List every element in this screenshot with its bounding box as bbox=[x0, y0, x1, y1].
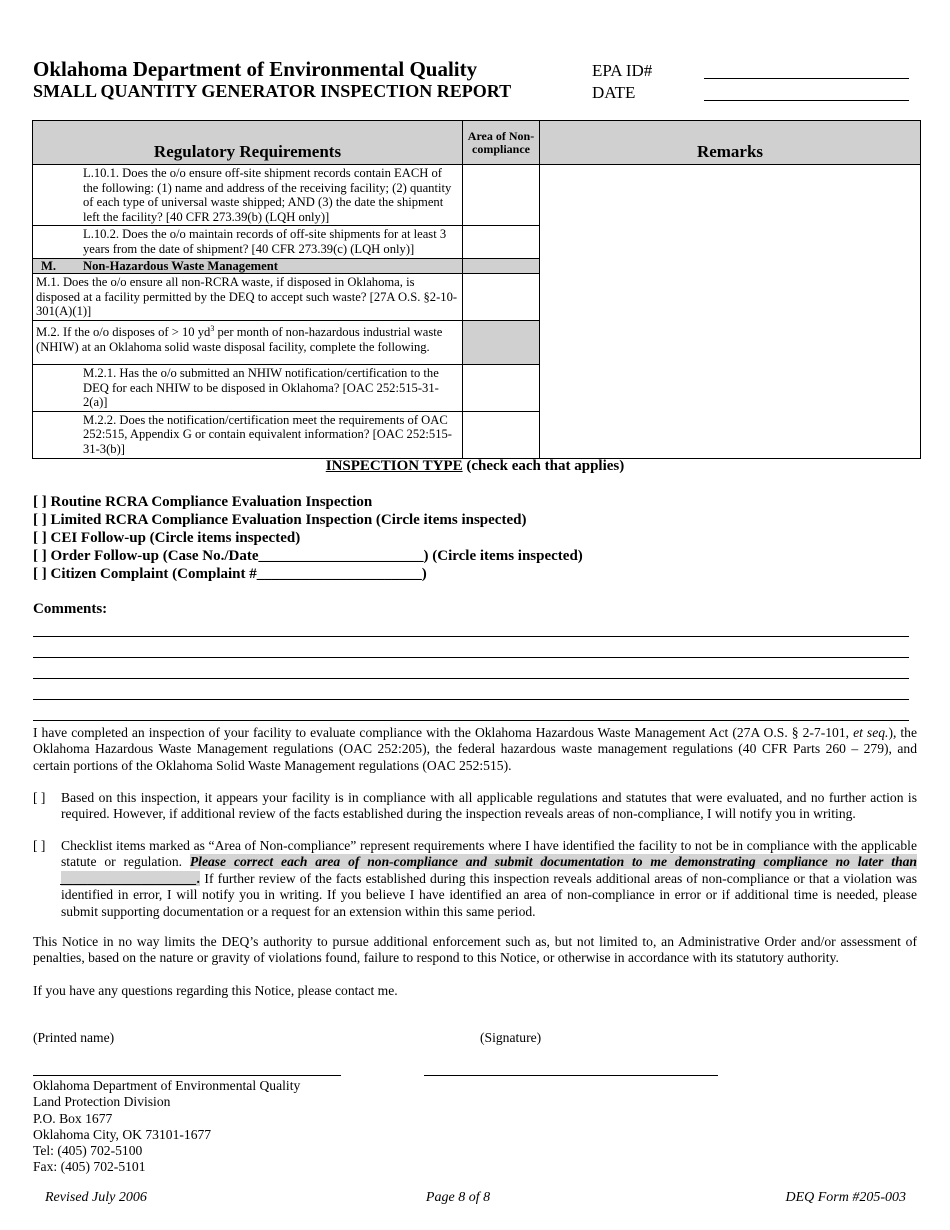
inspection-option[interactable]: [ ] CEI Follow-up (Circle items inspected) bbox=[33, 530, 301, 546]
inspection-statement: I have completed an inspection of your facility to evaluate compliance with the Oklahoma Hazardous Waste Management Act (27A O.S. § 2-7-101, et seq.), the Oklahoma Hazardous Waste Management regulations (OAC 252:205), the federal hazardous waste management regulations (40 CFR Parts 260 – 279), and certain portions of the Oklahoma Solid Waste Management regulations (OAC 252:515). bbox=[33, 725, 918, 773]
deadline-highlight: Please correct each area of non-compliance and submit documentation to me demonstrating compliance no later than ____________________. bbox=[61, 854, 917, 886]
noncompliance-checkbox[interactable]: [ ] bbox=[33, 838, 46, 853]
requirement-text: M.1. Does the o/o ensure all non-RCRA waste, if disposed in Oklahoma, is disposed at a facility permitted by the DEQ to accept such waste? [27A O.S. §2-10-301(A)(1)] bbox=[33, 274, 463, 321]
noncompliance-cell[interactable] bbox=[463, 364, 540, 411]
noncompliance-cell[interactable] bbox=[463, 411, 540, 458]
comment-line[interactable] bbox=[33, 720, 909, 721]
questions-text: If you have any questions regarding this Notice, please contact me. bbox=[33, 983, 398, 998]
noncompliance-cell[interactable] bbox=[463, 274, 540, 321]
noncompliance-cell[interactable] bbox=[463, 165, 540, 226]
form-subtitle: SMALL QUANTITY GENERATOR INSPECTION REPORT bbox=[33, 81, 512, 101]
remarks-cell[interactable] bbox=[540, 165, 921, 459]
inspection-option[interactable]: [ ] Limited RCRA Compliance Evaluation Inspection (Circle items inspected) bbox=[33, 512, 527, 528]
comment-line[interactable] bbox=[33, 657, 909, 658]
col-area-header: Area of Non-compliance bbox=[463, 121, 540, 165]
agency-address: Oklahoma Department of Environmental Quality Land Protection Division P.O. Box 1677 Oklahoma City, OK 73101-1677 Tel: (405) 702-5100 Fax: (405) 702-5101 bbox=[33, 1078, 301, 1175]
comment-line[interactable] bbox=[33, 636, 909, 637]
date-field[interactable] bbox=[704, 85, 909, 101]
comments-label: Comments: bbox=[33, 601, 108, 617]
requirement-text: M.2.2. Does the notification/certification meet the requirements of OAC 252:515, Appendix G or contain equivalent information? [OAC 252:515-31-3(b)] bbox=[33, 411, 463, 458]
page-number: Page 8 of 8 bbox=[425, 1190, 491, 1205]
comment-line[interactable] bbox=[33, 699, 909, 700]
section-title: Non-Hazardous Waste Management bbox=[83, 258, 278, 273]
section-area-cell bbox=[463, 258, 540, 274]
table-header-row bbox=[33, 121, 921, 165]
col-requirements-header: Regulatory Requirements bbox=[33, 121, 463, 165]
inspection-type-title: INSPECTION TYPE (check each that applies) bbox=[325, 458, 625, 474]
epa-id-field[interactable] bbox=[704, 63, 909, 79]
form-number: DEQ Form #205-003 bbox=[785, 1190, 906, 1205]
noncompliance-cell-disabled bbox=[463, 320, 540, 364]
requirements-table bbox=[32, 120, 921, 459]
notice-text: This Notice in no way limits the DEQ’s authority to pursue additional enforcement such as, but not limited to, an Administrative Order and/or assessment of penalties, based on the nature or gravity of violations found, failure to respond to this Notice, or otherwise in accordance with its statutory authority. bbox=[33, 934, 917, 966]
comment-line[interactable] bbox=[33, 678, 909, 679]
requirement-text: L.10.1. Does the o/o ensure off-site shipment records contain EACH of the following: (1) name and address of the receiving facility; (2) quantity of each type of universal waste shipped; AND (3) the date the shipment left the facility? [40 CFR 273.39(b) (LQH only)] bbox=[33, 165, 463, 226]
printed-name-line[interactable] bbox=[33, 1075, 341, 1076]
inspection-option[interactable]: [ ] Routine RCRA Compliance Evaluation Inspection bbox=[33, 494, 373, 510]
superscript: 3 bbox=[210, 323, 215, 333]
requirement-text: M.2.1. Has the o/o submitted an NHIW notification/certification to the DEQ for each NHIW to be disposed in Oklahoma? [OAC 252:515-31-2(a)] bbox=[33, 364, 463, 411]
revised-date: Revised July 2006 bbox=[45, 1190, 147, 1205]
requirement-text: L.10.2. Does the o/o maintain records of off-site shipments for at least 3 years from the date of shipment? [40 CFR 273.39(c) (LQH only)] bbox=[33, 226, 463, 258]
signature-label: (Signature) bbox=[480, 1030, 542, 1045]
inspection-option[interactable]: [ ] Citizen Complaint (Complaint #______________________) bbox=[33, 566, 427, 582]
noncompliance-cell[interactable] bbox=[463, 226, 540, 258]
form-title: Oklahoma Department of Environmental Quality bbox=[33, 57, 478, 81]
noncompliance-text: Checklist items marked as “Area of Non-compliance” represent requirements where I have identified the facility to not be in compliance with the applicable statute or regulation. Please correct each area of non-compliance and submit documentation to me demonstrating compliance no later than ____________________. If further review of the facts established during this inspection reveals additional areas of non-compliance or that a violation was identified in error, I will notify you in writing. If you believe I have identified an area of non-compliance in error or if additional time is needed, please submit supporting documentation or a request for an extension within this same period. bbox=[61, 838, 917, 919]
compliance-checkbox[interactable]: [ ] bbox=[33, 790, 46, 805]
compliance-text: Based on this inspection, it appears your facility is in compliance with all applicable regulations and statutes that were evaluated, and no further action is required. However, if additional review of the facts established during the inspection reveals areas of non-compliance, I will notify you in writing. bbox=[61, 790, 917, 822]
inspection-option[interactable]: [ ] Order Follow-up (Case No./Date______________________) (Circle items inspected) bbox=[33, 548, 583, 564]
section-id: M. bbox=[41, 258, 57, 273]
section-heading bbox=[33, 258, 463, 274]
table-row bbox=[33, 165, 921, 226]
col-remarks-header: Remarks bbox=[540, 121, 921, 165]
date-label: DATE bbox=[592, 83, 636, 102]
printed-name-label: (Printed name) bbox=[33, 1030, 115, 1045]
signature-line[interactable] bbox=[424, 1075, 718, 1076]
epa-id-label: EPA ID# bbox=[592, 61, 653, 80]
requirement-text: M.2. If the o/o disposes of > 10 $yd^3$ per month of non-hazardous industrial waste (NHIW) at an Oklahoma solid waste disposal facility, complete the following. bbox=[33, 320, 463, 364]
